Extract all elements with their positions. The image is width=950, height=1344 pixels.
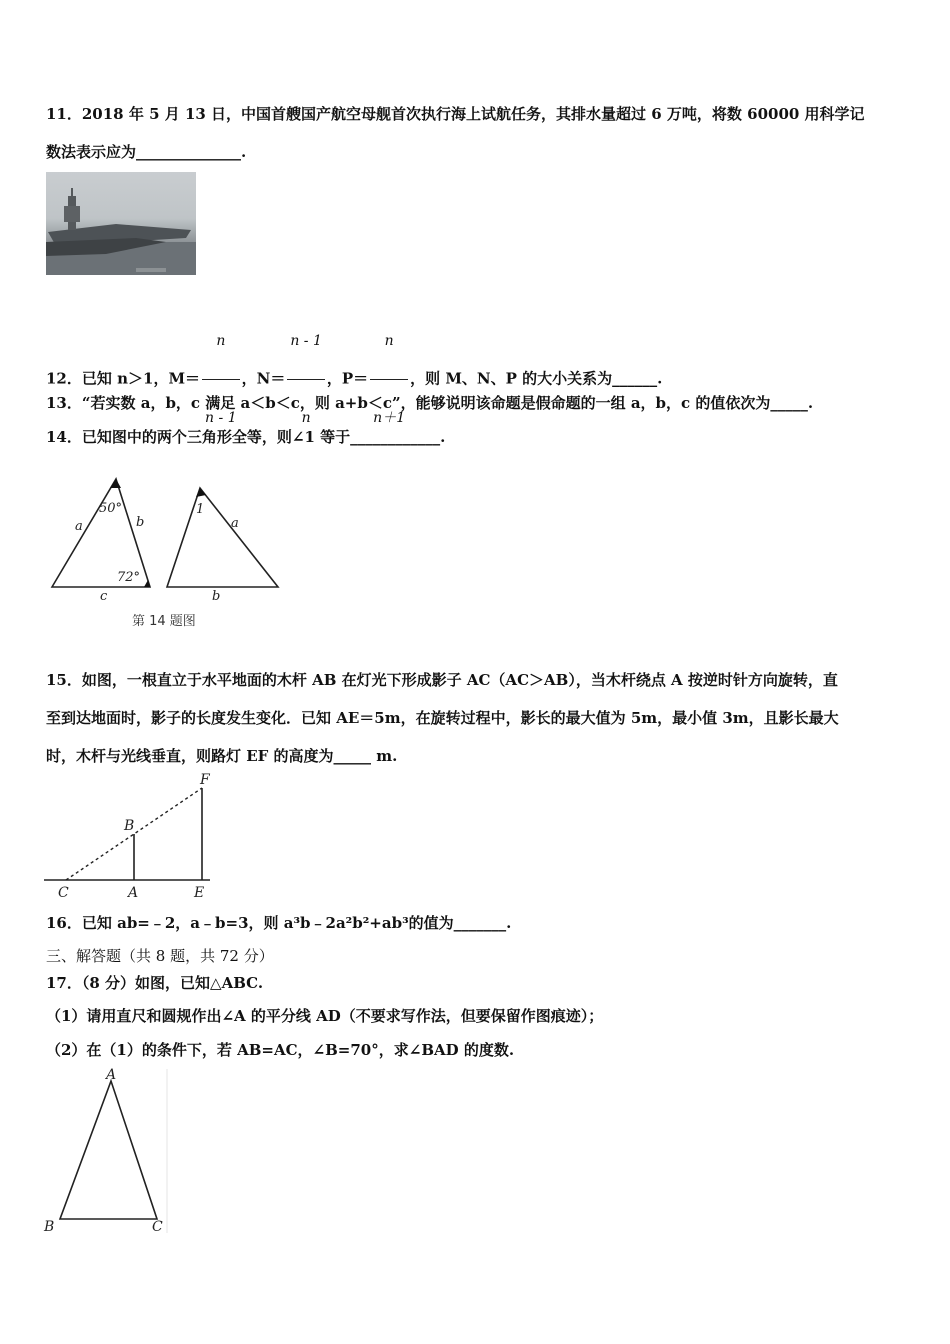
t2-side-b: b — [212, 589, 221, 600]
label-E: E — [194, 885, 205, 900]
t1-side-a: a — [75, 519, 83, 534]
m-denominator: n - 1 — [205, 410, 237, 426]
q15-line3: 时，木杆与光线垂直，则路灯 EF 的高度为_____ m. — [46, 747, 398, 765]
t2-angle-1: 1 — [196, 502, 205, 517]
n-denominator: n — [301, 410, 311, 426]
label-A: A — [128, 885, 139, 900]
q15-line1: 15．如图，一根直立于水平地面的木杆 AB 在灯光下形成影子 AC（AC＞AB），当木杆绕点 A 按逆时针方向旋转，直 — [46, 671, 838, 689]
q15-line2: 至到达地面时，影子的长度发生变化．已知 AE＝5m，在旋转过程中，影长的最大值为 5m，最小值 3m，且影长最大 — [46, 709, 839, 727]
carrier-illustration — [46, 172, 196, 275]
q13-text: 13．“若实数 a，b，c 满足 a＜b＜c，则 a+b＜c”，能够说明该命题是假命题的一组 a，b，c 的值依次为_____. — [46, 394, 814, 412]
q17-part1: （1）请用直尺和圆规作出∠A 的平分线 AD（不要求写作法，但要保留作图痕迹）； — [46, 1007, 604, 1025]
q15-lamp-figure — [44, 770, 224, 900]
triangle-ABC — [60, 1081, 157, 1219]
q12-n-label: ，N＝ — [241, 369, 286, 388]
label-C: C — [152, 1219, 163, 1235]
label-B: B — [124, 818, 135, 834]
aircraft-carrier-photo — [46, 172, 196, 275]
triangle-right — [167, 488, 278, 587]
q17-part2: （2）在（1）的条件下，若 AB=AC，∠B=70°，求∠BAD 的度数. — [46, 1041, 515, 1059]
t1-side-c: c — [100, 589, 108, 600]
p-denominator: n＋1 — [373, 410, 406, 426]
t1-side-b: b — [136, 515, 145, 530]
q14-text: 14．已知图中的两个三角形全等，则∠1 等于____________. — [46, 428, 446, 446]
q11-line2: 数法表示应为______________. — [46, 143, 247, 161]
label-B: B — [44, 1219, 55, 1235]
t2-side-a: a — [231, 516, 239, 531]
q12-prefix: 12．已知 n＞1，M＝ — [46, 369, 201, 388]
q17-title: 17．（8 分）如图，已知△ABC. — [46, 974, 264, 992]
q14-caption: 第 14 题图 — [132, 614, 196, 629]
q16-text: 16．已知 ab=﹣2，a﹣b=3，则 a³b﹣2a²b²+ab³的值为_______. — [46, 914, 512, 932]
label-C: C — [58, 885, 69, 900]
label-F: F — [200, 772, 210, 788]
m-numerator: n — [202, 305, 240, 380]
label-A: A — [106, 1067, 117, 1083]
t1-angle-top: 50° — [99, 501, 123, 516]
q14-triangles-figure — [44, 470, 294, 600]
p-numerator: n — [370, 305, 408, 380]
q12-suffix: ，则 M、N、P 的大小关系为______. — [410, 369, 663, 388]
q17-triangle-figure — [40, 1065, 175, 1237]
q11-line1: 11．2018 年 5 月 13 日，中国首艘国产航空母舰首次执行海上试航任务，其排水量超过 6 万吨，将数 60000 用科学记 — [46, 105, 865, 123]
t1-angle-right: 72° — [117, 570, 141, 585]
n-numerator: n - 1 — [287, 305, 325, 380]
q12-p-label: ，P＝ — [326, 369, 369, 388]
section3-heading: 三、解答题（共 8 题，共 72 分） — [46, 947, 274, 965]
